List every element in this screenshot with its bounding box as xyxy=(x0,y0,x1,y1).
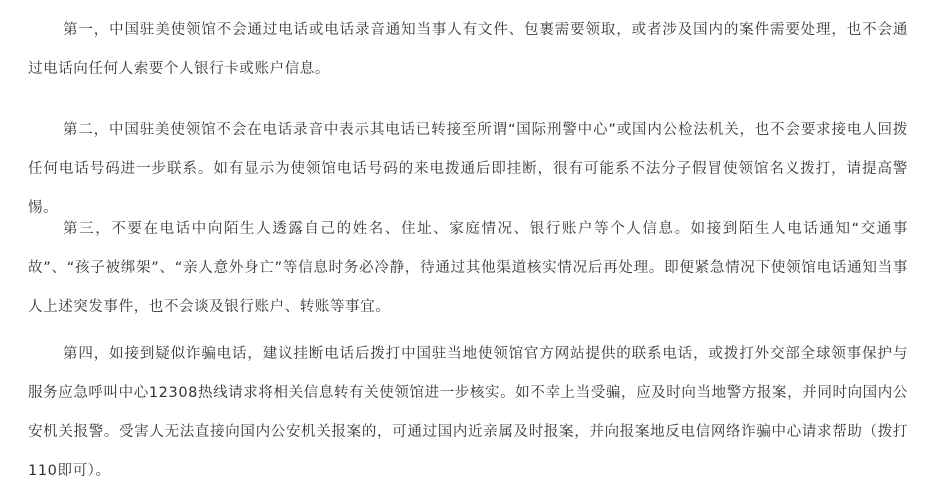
paragraph-second: 第二，中国驻美使领馆不会在电话录音中表示其电话已转接至所谓“国际刑警中心”或国内公检法机关，也不会要求接电人回拨任何电话号码进一步联系。如有显示为使领馆电话号码的来电拨通后即挂断，很有可能系不法分子假冒使领馆名义拨打，请提高警惕。 xyxy=(28,122,908,216)
paragraph-first: 第一，中国驻美使领馆不会通过电话或电话录音通知当事人有文件、包裹需要领取，或者涉及国内的案件需要处理，也不会通过电话向任何人索要个人银行卡或账户信息。 xyxy=(28,22,908,77)
paragraph-fourth: 第四，如接到疑似诈骗电话，建议挂断电话后拨打中国驻当地使领馆官方网站提供的联系电话，或拨打外交部全球领事保护与服务应急呼叫中心12308热线请求将相关信息转有关使领馆进一步核实。如不幸上当受骗，应及时向当地警方报案，并同时向国内公安机关报警。受害人无法直接向国内公安机关报案的，可通过国内近亲属及时报案，并向报案地反电信网络诈骗中心请求帮助（拨打110即可）。 xyxy=(28,346,908,479)
paragraph-third: 第三，不要在电话中向陌生人透露自己的姓名、住址、家庭情况、银行账户等个人信息。如接到陌生人电话通知“交通事故”、“孩子被绑架”、“亲人意外身亡”等信息时务必冷静，待通过其他渠道核实情况后再处理。即便紧急情况下使领馆电话通知当事人上述突发事件，也不会谈及银行账户、转账等事宜。 xyxy=(28,221,908,315)
